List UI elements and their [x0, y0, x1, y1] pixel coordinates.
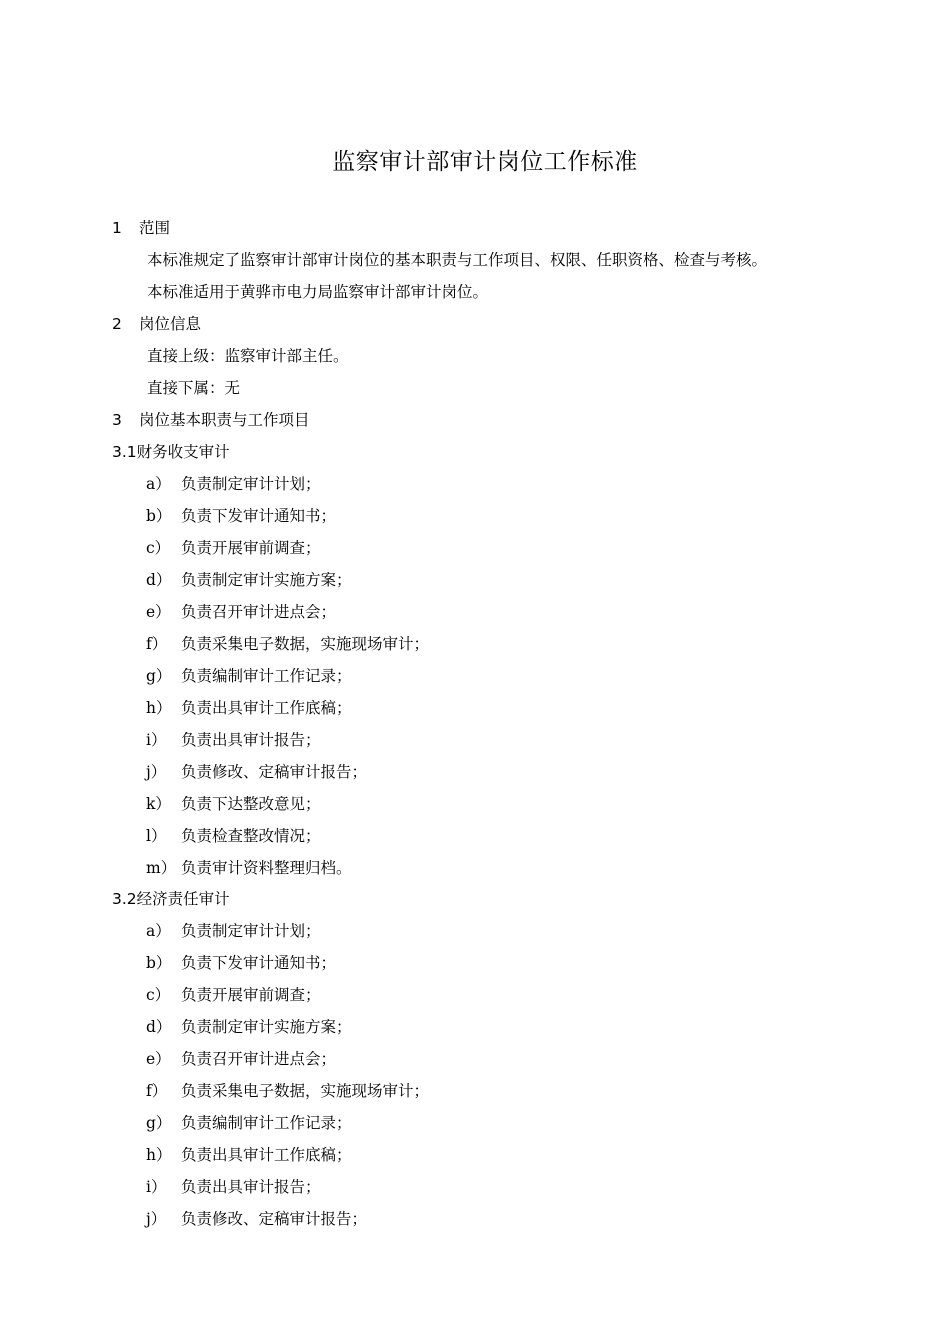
list-item: [146, 979, 321, 1011]
list-item: [146, 1171, 321, 1203]
list-marker: c）: [146, 986, 171, 1004]
list-item: [146, 852, 352, 884]
list-marker: b）: [146, 507, 172, 525]
list-item-text: 负责出具审计报告；: [181, 1178, 321, 1196]
document-title: 监察审计部审计岗位工作标准: [332, 149, 638, 175]
list-item-text: 负责下达整改意见；: [181, 795, 321, 813]
list-marker: h）: [146, 1146, 172, 1164]
section-title: 岗位基本职责与工作项目: [139, 411, 310, 429]
list-item: [146, 788, 321, 820]
list-item: [146, 724, 321, 756]
list-item-text: 负责开展审前调查；: [181, 986, 321, 1004]
subsection-3-1-heading: 3.1财务收支审计: [112, 443, 230, 461]
list-item-text: 负责出具审计工作底稿；: [181, 699, 352, 717]
list-item-text: 负责制定审计计划；: [181, 475, 321, 493]
paragraph: 本标准适用于黄骅市电力局监察审计部审计岗位。: [147, 283, 489, 301]
list-item: [146, 660, 352, 692]
list-marker: a）: [146, 922, 171, 940]
list-marker: f）: [146, 1082, 168, 1100]
list-marker: g）: [146, 1114, 172, 1132]
list-item-text: 负责检查整改情况；: [181, 827, 321, 845]
list-item-text: 负责召开审计进点会；: [181, 603, 337, 621]
list-item-text: 负责出具审计报告；: [181, 731, 321, 749]
section-title: 范围: [139, 219, 171, 237]
list-marker: i）: [146, 1178, 167, 1196]
list-item-text: 负责审计资料整理归档。: [181, 859, 352, 877]
section-title: 岗位信息: [139, 315, 202, 333]
paragraph: 直接下属：无: [147, 379, 241, 397]
list-item: [146, 532, 321, 564]
section-number: 2: [112, 315, 122, 333]
list-marker: d）: [146, 571, 172, 589]
list-marker: j）: [146, 763, 167, 781]
list-item-text: 负责出具审计工作底稿；: [181, 1146, 352, 1164]
list-item-text: 负责召开审计进点会；: [181, 1050, 337, 1068]
list-marker: k）: [146, 795, 171, 813]
list-marker: f）: [146, 635, 168, 653]
list-item: [146, 1043, 336, 1075]
list-marker: e）: [146, 1050, 171, 1068]
list-item: [146, 947, 336, 979]
list-item: [146, 468, 321, 500]
list-item: [146, 915, 321, 947]
list-item-text: 负责制定审计实施方案；: [181, 571, 352, 589]
list-item-text: 负责下发审计通知书；: [181, 507, 337, 525]
list-item: [146, 1011, 352, 1043]
list-item-text: 负责采集电子数据，实施现场审计；: [181, 1082, 430, 1100]
list-marker: d）: [146, 1018, 172, 1036]
list-item: [146, 1107, 352, 1139]
list-marker: j）: [146, 1210, 167, 1228]
list-item: [146, 1203, 367, 1235]
list-item-text: 负责编制审计工作记录；: [181, 1114, 352, 1132]
list-item-text: 负责制定审计计划；: [181, 922, 321, 940]
list-item: [146, 820, 321, 852]
list-marker: h）: [146, 699, 172, 717]
list-marker: c）: [146, 539, 171, 557]
list-item: [146, 1139, 352, 1171]
subsection-3-2-heading: 3.2经济责任审计: [112, 890, 230, 908]
list-item-text: 负责开展审前调查；: [181, 539, 321, 557]
section-2-heading: [112, 308, 201, 340]
list-item-text: 负责制定审计实施方案；: [181, 1018, 352, 1036]
list-item: [146, 596, 336, 628]
list-item-text: 负责采集电子数据，实施现场审计；: [181, 635, 430, 653]
list-marker: g）: [146, 667, 172, 685]
section-1-heading: [112, 212, 170, 244]
paragraph: 本标准规定了监察审计部审计岗位的基本职责与工作项目、权限、任职资格、检查与考核。: [147, 251, 768, 269]
section-number: 1: [112, 219, 122, 237]
section-3-heading: [112, 404, 310, 436]
list-item: [146, 1075, 429, 1107]
list-item: [146, 500, 336, 532]
list-item-text: 负责修改、定稿审计报告；: [181, 1210, 368, 1228]
list-item: [146, 628, 429, 660]
list-item-text: 负责修改、定稿审计报告；: [181, 763, 368, 781]
list-marker: a）: [146, 475, 171, 493]
section-number: 3: [112, 411, 122, 429]
paragraph: 直接上级：监察审计部主任。: [147, 347, 349, 365]
list-item: [146, 692, 352, 724]
list-marker: l）: [146, 827, 167, 845]
list-item: [146, 564, 352, 596]
list-marker: i）: [146, 731, 167, 749]
list-item: [146, 756, 367, 788]
list-item-text: 负责编制审计工作记录；: [181, 667, 352, 685]
list-item-text: 负责下发审计通知书；: [181, 954, 337, 972]
list-marker: b）: [146, 954, 172, 972]
list-marker: e）: [146, 603, 171, 621]
list-marker: m）: [146, 859, 177, 877]
